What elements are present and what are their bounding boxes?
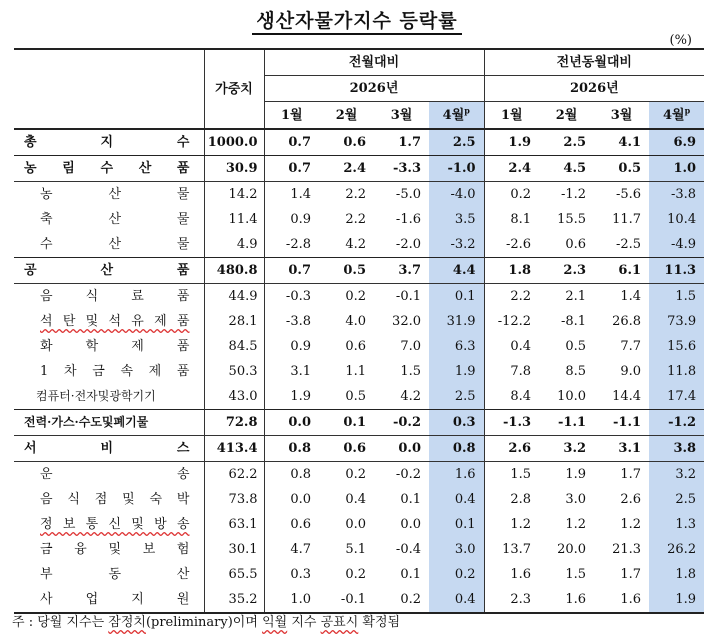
yoy-group-header: 전년동월대비 — [484, 49, 704, 76]
yoy-value-cell: -1.3 — [484, 410, 539, 436]
row-label: 부 동 산 — [14, 562, 204, 587]
mom-year-header: 2026년 — [264, 76, 484, 102]
yoy-value-cell: 0.5 — [594, 156, 649, 182]
yoy-value-cell: 3.8 — [649, 436, 704, 462]
mom-value-cell: 4.7 — [290, 542, 311, 557]
ppi-table — [14, 48, 704, 614]
row-label: 정 보 통 신 및 방 송 — [14, 512, 204, 537]
month-header: 4월$^p$ — [649, 102, 704, 130]
mom-value-cell: -3.3 — [374, 156, 429, 182]
yoy-value-cell: 13.7 — [502, 542, 532, 557]
yoy-value-cell: 0.4 — [510, 339, 532, 354]
yoy-value-cell: -2.5 — [615, 237, 642, 252]
mom-value-cell: 1.7 — [374, 129, 429, 156]
mom-value-cell: 0.0 — [290, 492, 311, 507]
mom-value-cell: -0.3 — [285, 289, 311, 304]
yoy-value-cell: 6.9 — [649, 129, 704, 156]
mom-value-cell: 3.7 — [374, 258, 429, 284]
row-label: 금 융 및 보 험 — [14, 537, 204, 562]
table-row — [14, 537, 704, 562]
weight-cell: 11.4 — [204, 207, 264, 232]
yoy-value-cell: 3.2 — [539, 436, 594, 462]
yoy-value-cell: 1.6 — [510, 567, 532, 582]
weight-cell: 480.8 — [204, 258, 264, 284]
yoy-value-cell: 17.4 — [649, 384, 704, 410]
mom-value-cell: 2.2 — [345, 187, 366, 202]
yoy-value-cell: 1.7 — [620, 567, 642, 582]
yoy-value-cell: 11.3 — [649, 258, 704, 284]
mom-value-cell: 4.2 — [345, 237, 366, 252]
yoy-value-cell: 2.4 — [484, 156, 539, 182]
mom-value-cell: 0.6 — [319, 129, 374, 156]
table-row — [14, 284, 704, 310]
row-label: 석 탄 및 석 유 제 품 — [14, 309, 204, 334]
weight-cell: 72.8 — [204, 410, 264, 436]
yoy-value-cell: 1.0 — [649, 156, 704, 182]
yoy-value-cell: 4.5 — [539, 156, 594, 182]
preliminary-mark: p — [464, 105, 470, 116]
yoy-value-cell: 10.0 — [557, 389, 587, 404]
yoy-value-cell: 3.0 — [565, 492, 587, 507]
yoy-value-cell: 21.3 — [612, 542, 642, 557]
unit-label: (%) — [669, 33, 692, 48]
mom-value-cell: 0.7 — [264, 156, 319, 182]
weight-cell: 1000.0 — [204, 129, 264, 156]
mom-value-cell: 0.6 — [290, 517, 311, 532]
mom-value-cell: -2.0 — [395, 237, 421, 252]
table-row — [14, 487, 704, 512]
month-header: 1월 — [484, 102, 539, 130]
mom-group-header: 전월대비 — [264, 49, 484, 76]
row-label: 전력·가스·수도및폐기물 — [14, 410, 204, 436]
yoy-value-cell: 1.8 — [649, 562, 704, 587]
yoy-value-cell: 1.8 — [484, 258, 539, 284]
mom-value-cell: 1.9 — [429, 359, 484, 384]
yoy-value-cell: 1.2 — [620, 517, 642, 532]
mom-value-cell: 2.2 — [345, 212, 366, 227]
yoy-value-cell: 0.5 — [565, 339, 587, 354]
weight-cell: 28.1 — [204, 309, 264, 334]
mom-value-cell: 0.5 — [319, 258, 374, 284]
yoy-value-cell: 1.3 — [649, 512, 704, 537]
mom-value-cell: 2.5 — [429, 384, 484, 410]
mom-value-cell: 0.0 — [374, 436, 429, 462]
yoy-value-cell: 10.4 — [649, 207, 704, 232]
yoy-value-cell: -2.6 — [505, 237, 532, 252]
row-label: 농 산 물 — [14, 182, 204, 208]
row-label: 화 학 제 품 — [14, 334, 204, 359]
yoy-year-header: 2026년 — [484, 76, 704, 102]
mom-value-cell: 0.9 — [290, 212, 311, 227]
mom-value-cell: 0.7 — [264, 129, 319, 156]
yoy-value-cell: 8.4 — [510, 389, 532, 404]
mom-value-cell: 0.4 — [429, 487, 484, 512]
table-row — [14, 512, 704, 537]
yoy-value-cell: 15.6 — [649, 334, 704, 359]
row-label: 운 송 — [14, 462, 204, 488]
yoy-value-cell: -12.2 — [497, 314, 532, 329]
mom-value-cell: -1.0 — [429, 156, 484, 182]
mom-value-cell: 7.0 — [400, 339, 421, 354]
yoy-value-cell: 0.6 — [565, 237, 587, 252]
yoy-value-cell: 2.1 — [565, 289, 587, 304]
table-row — [14, 182, 704, 208]
weight-cell: 63.1 — [204, 512, 264, 537]
mom-value-cell: 3.5 — [429, 207, 484, 232]
row-label: 음 식 점 및 숙 박 — [14, 487, 204, 512]
mom-value-cell: 3.1 — [290, 364, 311, 379]
yoy-value-cell: 1.5 — [510, 467, 532, 482]
yoy-value-cell: 1.5 — [649, 284, 704, 310]
row-label: 축 산 물 — [14, 207, 204, 232]
yoy-value-cell: 2.8 — [510, 492, 532, 507]
mom-value-cell: 0.7 — [264, 258, 319, 284]
month-header: 2월 — [539, 102, 594, 130]
mom-value-cell: 0.4 — [345, 492, 366, 507]
yoy-value-cell: 6.1 — [594, 258, 649, 284]
yoy-value-cell: 26.2 — [649, 537, 704, 562]
table-row — [14, 587, 704, 613]
yoy-value-cell: 8.5 — [565, 364, 587, 379]
table-row — [14, 562, 704, 587]
yoy-value-cell: 8.1 — [510, 212, 532, 227]
table-row — [14, 359, 704, 384]
mom-value-cell: 2.5 — [429, 129, 484, 156]
row-label: 사 업 지 원 — [14, 587, 204, 613]
mom-value-cell: 0.3 — [429, 410, 484, 436]
mom-value-cell: 0.2 — [374, 587, 429, 613]
yoy-value-cell: 1.9 — [565, 467, 587, 482]
yoy-value-cell: 1.5 — [565, 567, 587, 582]
table-row — [14, 462, 704, 488]
month-header: 1월 — [264, 102, 319, 130]
mom-value-cell: 5.1 — [345, 542, 366, 557]
mom-value-cell: 1.1 — [345, 364, 366, 379]
table-title: 생산자물가지수 등락률 — [0, 6, 714, 33]
mom-value-cell: 1.5 — [400, 364, 421, 379]
month-header: 2월 — [319, 102, 374, 130]
row-label: 농 림 수 산 품 — [14, 156, 204, 182]
weight-header: 가중치 — [204, 49, 264, 129]
yoy-value-cell: 1.4 — [620, 289, 642, 304]
weight-cell: 65.5 — [204, 562, 264, 587]
yoy-value-cell: -1.2 — [649, 410, 704, 436]
row-label: 서 비 스 — [14, 436, 204, 462]
weight-cell: 50.3 — [204, 359, 264, 384]
weight-cell: 73.8 — [204, 487, 264, 512]
yoy-value-cell: -8.1 — [560, 314, 587, 329]
yoy-value-cell: 0.2 — [510, 187, 532, 202]
mom-value-cell: 0.8 — [429, 436, 484, 462]
mom-value-cell: -0.2 — [395, 467, 421, 482]
month-header: 3월 — [374, 102, 429, 130]
yoy-value-cell: 1.9 — [484, 129, 539, 156]
weight-cell: 413.4 — [204, 436, 264, 462]
mom-value-cell: -3.2 — [429, 232, 484, 258]
yoy-value-cell: 2.6 — [484, 436, 539, 462]
yoy-value-cell: 1.9 — [649, 587, 704, 613]
yoy-value-cell: 4.1 — [594, 129, 649, 156]
yoy-value-cell: 2.2 — [510, 289, 532, 304]
mom-value-cell: 0.1 — [429, 284, 484, 310]
row-label: 1 차 금 속 제 품 — [14, 359, 204, 384]
mom-value-cell: -0.2 — [374, 410, 429, 436]
row-label: 수 산 물 — [14, 232, 204, 258]
mom-value-cell: 0.8 — [290, 467, 311, 482]
table-row — [14, 334, 704, 359]
mom-value-cell: 0.1 — [400, 567, 421, 582]
corner-cell — [14, 49, 204, 129]
yoy-value-cell: 11.8 — [649, 359, 704, 384]
table-row — [14, 258, 704, 284]
yoy-value-cell: -1.2 — [560, 187, 587, 202]
mom-value-cell: 0.1 — [400, 492, 421, 507]
mom-value-cell: -5.0 — [395, 187, 421, 202]
yoy-value-cell: -4.9 — [649, 232, 704, 258]
mom-value-cell: 6.3 — [429, 334, 484, 359]
yoy-value-cell: 26.8 — [612, 314, 642, 329]
weight-cell: 14.2 — [204, 182, 264, 208]
mom-value-cell: 0.5 — [345, 389, 366, 404]
mom-value-cell: -2.8 — [285, 237, 311, 252]
yoy-value-cell: 2.3 — [484, 587, 539, 613]
footnote: 주 : 당월 지수는 잠정치(preliminary)이며 익월 지수 공표시 확정됨 — [12, 615, 401, 630]
mom-value-cell: 4.0 — [345, 314, 366, 329]
mom-value-cell: 0.0 — [400, 517, 421, 532]
mom-value-cell: 0.6 — [345, 339, 366, 354]
yoy-value-cell: 3.2 — [649, 462, 704, 488]
mom-value-cell: 0.2 — [345, 467, 366, 482]
yoy-value-cell: 20.0 — [557, 542, 587, 557]
row-label: 컴퓨터·전자및광학기기 — [14, 384, 204, 410]
yoy-value-cell: 1.6 — [594, 587, 649, 613]
table-row — [14, 232, 704, 258]
month-header: 4월$^p$ — [429, 102, 484, 130]
table-row — [14, 207, 704, 232]
weight-cell: 43.0 — [204, 384, 264, 410]
mom-value-cell: 0.2 — [345, 289, 366, 304]
weight-cell: 4.9 — [204, 232, 264, 258]
mom-value-cell: -4.0 — [429, 182, 484, 208]
yoy-value-cell: 14.4 — [612, 389, 642, 404]
yoy-value-cell: 3.1 — [594, 436, 649, 462]
yoy-value-cell: 15.5 — [557, 212, 587, 227]
yoy-value-cell: 7.7 — [620, 339, 642, 354]
mom-value-cell: -0.4 — [395, 542, 421, 557]
mom-value-cell: 32.0 — [392, 314, 421, 329]
mom-value-cell: 0.8 — [264, 436, 319, 462]
yoy-value-cell: -1.1 — [594, 410, 649, 436]
weight-cell: 84.5 — [204, 334, 264, 359]
yoy-value-cell: 11.7 — [612, 212, 642, 227]
mom-value-cell: 4.4 — [429, 258, 484, 284]
table-row — [14, 156, 704, 182]
yoy-value-cell: 2.6 — [620, 492, 642, 507]
yoy-value-cell: -5.6 — [615, 187, 642, 202]
mom-value-cell: 0.3 — [290, 567, 311, 582]
mom-value-cell: -0.1 — [395, 289, 421, 304]
mom-value-cell: 0.1 — [429, 512, 484, 537]
yoy-value-cell: -3.8 — [649, 182, 704, 208]
weight-cell: 44.9 — [204, 284, 264, 310]
month-header: 3월 — [594, 102, 649, 130]
mom-value-cell: 4.2 — [400, 389, 421, 404]
weight-cell: 30.1 — [204, 537, 264, 562]
mom-value-cell: 0.2 — [429, 562, 484, 587]
yoy-value-cell: 2.3 — [539, 258, 594, 284]
weight-cell: 30.9 — [204, 156, 264, 182]
mom-value-cell: 2.4 — [319, 156, 374, 182]
preliminary-mark: p — [684, 105, 691, 116]
mom-value-cell: 0.0 — [345, 517, 366, 532]
mom-value-cell: 0.9 — [290, 339, 311, 354]
yoy-value-cell: 2.5 — [539, 129, 594, 156]
mom-value-cell: 3.0 — [429, 537, 484, 562]
row-label: 음 식 료 품 — [14, 284, 204, 310]
yoy-value-cell: 1.7 — [620, 467, 642, 482]
weight-cell: 35.2 — [204, 587, 264, 613]
mom-value-cell: -1.6 — [395, 212, 421, 227]
table-row — [14, 309, 704, 334]
mom-value-cell: 0.1 — [319, 410, 374, 436]
mom-value-cell: 1.6 — [429, 462, 484, 488]
row-label: 총 지 수 — [14, 129, 204, 156]
yoy-value-cell: -1.1 — [539, 410, 594, 436]
table-row — [14, 384, 704, 410]
table-row — [14, 436, 704, 462]
yoy-value-cell: 1.6 — [539, 587, 594, 613]
table-row — [14, 410, 704, 436]
mom-value-cell: 1.4 — [290, 187, 311, 202]
mom-value-cell: 31.9 — [429, 309, 484, 334]
mom-value-cell: -3.8 — [285, 314, 311, 329]
mom-value-cell: 0.4 — [429, 587, 484, 613]
table-row — [14, 129, 704, 156]
mom-value-cell: 0.6 — [319, 436, 374, 462]
mom-value-cell: 1.9 — [290, 389, 311, 404]
yoy-value-cell: 7.8 — [510, 364, 532, 379]
yoy-value-cell: 1.2 — [510, 517, 532, 532]
yoy-value-cell: 73.9 — [649, 309, 704, 334]
yoy-value-cell: 9.0 — [620, 364, 642, 379]
mom-value-cell: 1.0 — [264, 587, 319, 613]
mom-value-cell: -0.1 — [319, 587, 374, 613]
yoy-value-cell: 1.2 — [565, 517, 587, 532]
row-label: 공 산 품 — [14, 258, 204, 284]
mom-value-cell: 0.2 — [345, 567, 366, 582]
weight-cell: 62.2 — [204, 462, 264, 488]
mom-value-cell: 0.0 — [264, 410, 319, 436]
yoy-value-cell: 2.5 — [649, 487, 704, 512]
